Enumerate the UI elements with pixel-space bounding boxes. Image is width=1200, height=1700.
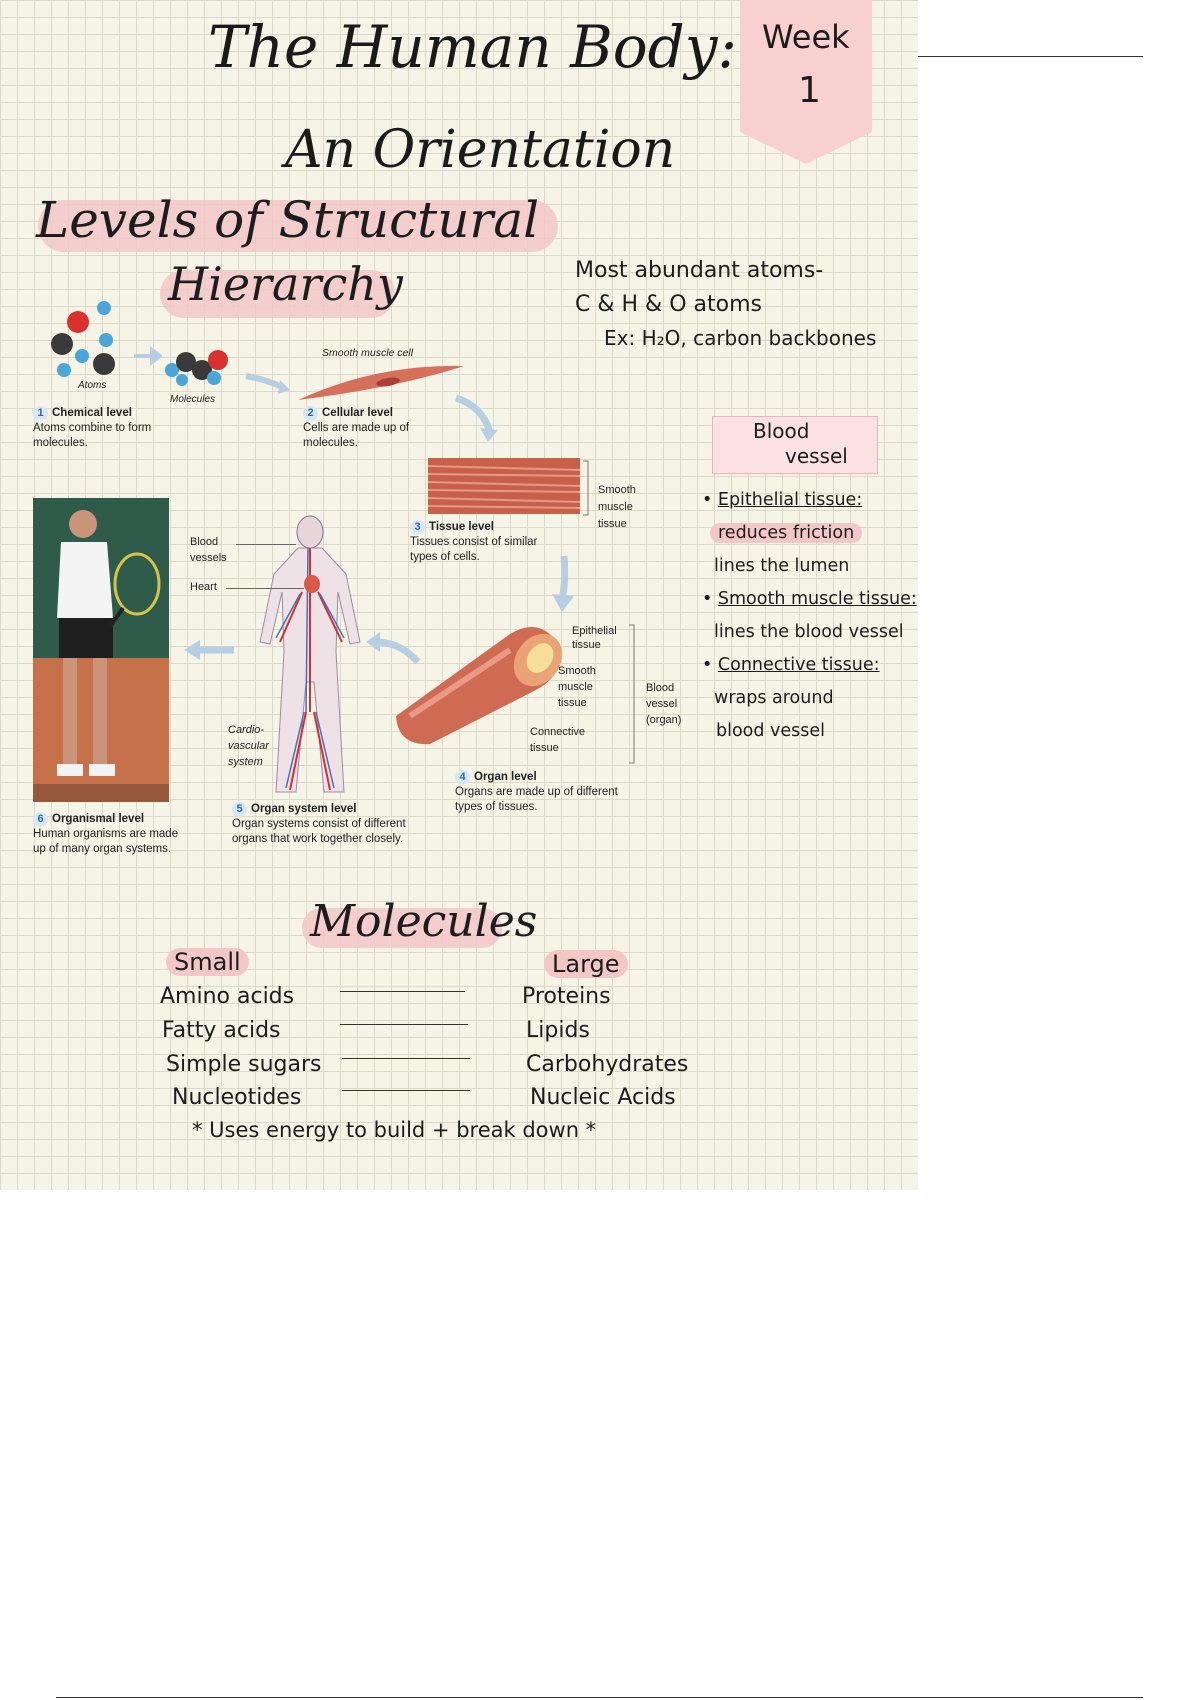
level-1 — [33, 406, 193, 451]
large-item-2: Lipids — [526, 1018, 590, 1043]
atoms-note-line2: C & H & O atoms — [575, 292, 762, 317]
note-connective-head: • Connective tissue: — [702, 655, 880, 675]
week-tab — [740, 0, 872, 164]
note-smooth-line1: lines the blood vessel — [714, 622, 904, 642]
level-5-title: Organ system level — [251, 803, 357, 815]
smooth-muscle-cell-illustration — [296, 360, 466, 408]
large-header — [544, 950, 628, 978]
note-epithelial-line1 — [702, 523, 918, 556]
level-4-title: Organ level — [474, 771, 537, 783]
level-2 — [303, 406, 443, 451]
arrow-system-organism — [184, 638, 236, 662]
note-connective-head-text: Connective tissue: — [717, 655, 880, 675]
large-item-4: Nucleic Acids — [530, 1085, 676, 1110]
heart-label: Heart — [190, 581, 217, 593]
organism-photo — [33, 498, 169, 802]
arrow-organ-system — [366, 628, 422, 668]
blood-vessel-box — [712, 416, 878, 474]
heart-leader — [226, 588, 304, 589]
note-connective-line1: wraps around — [714, 688, 834, 708]
level-6-number: 6 — [33, 812, 48, 827]
level-1-title: Chemical level — [52, 407, 132, 419]
note-epithelial-head: • Epithelial tissue: — [702, 490, 863, 510]
tissue-bracket — [582, 460, 592, 516]
connector-line-4 — [342, 1090, 470, 1091]
connective-label: Connective tissue — [530, 726, 586, 754]
footer-rule — [56, 1697, 1143, 1698]
epithelial-label: Epithelial tissue — [572, 625, 617, 651]
level-4 — [455, 770, 635, 815]
page-subtitle: An Orientation — [285, 120, 676, 180]
large-item-3: Carbohydrates — [526, 1052, 689, 1077]
note-epithelial-line2: lines the lumen — [714, 556, 850, 576]
level-6-title: Organismal level — [52, 813, 145, 825]
arrow-tissue-organ — [550, 554, 580, 614]
small-item-3: Simple sugars — [166, 1052, 322, 1077]
atoms-note-line1: Most abundant atoms- — [575, 258, 824, 283]
large-header-text: Large — [544, 950, 628, 978]
note-smooth-head-text: Smooth muscle tissue: — [717, 589, 917, 609]
cardiovascular-label: Cardio-vascular system — [228, 724, 269, 768]
note-epithelial-line1-text: reduces friction — [710, 523, 862, 543]
note-smooth-head: • Smooth muscle tissue: — [702, 589, 917, 609]
small-item-1: Amino acids — [160, 984, 295, 1009]
week-label: Week — [762, 18, 850, 56]
smooth-muscle-cell-label: Smooth muscle cell — [322, 347, 414, 359]
week-number: 1 — [798, 70, 821, 111]
connector-line-2 — [340, 1024, 468, 1025]
small-header — [166, 948, 249, 976]
header-rule — [918, 56, 1143, 57]
note-connective-line2: blood vessel — [716, 721, 826, 741]
molecules-illustration — [160, 340, 240, 390]
organ-bracket — [628, 624, 638, 764]
molecules-footnote: * Uses energy to build + break down * — [192, 1118, 597, 1142]
level-6-desc: Human organisms are made up of many organ systems. — [33, 828, 179, 855]
small-item-4: Nucleotides — [172, 1085, 302, 1110]
small-item-2: Fatty acids — [162, 1018, 281, 1043]
atoms-label: Atoms — [78, 380, 107, 391]
note-epithelial-head-text: Epithelial tissue: — [717, 490, 863, 510]
section-heading-hierarchy-2: Hierarchy — [168, 257, 403, 311]
level-5-number: 5 — [232, 802, 247, 817]
blood-vessels-label: Blood vessels — [190, 536, 227, 564]
level-3-desc: Tissues consist of similar types of cells. — [410, 536, 538, 563]
arrow-molecules-cell — [244, 370, 292, 396]
level-3 — [410, 520, 560, 565]
atoms-note-line3: Ex: H₂O, carbon backbones — [604, 326, 877, 350]
level-1-number: 1 — [33, 406, 48, 421]
connector-line-3 — [342, 1058, 470, 1059]
connector-line-1 — [340, 991, 465, 992]
small-header-text: Small — [166, 948, 249, 976]
blood-vessel-box-line2: vessel — [785, 444, 848, 468]
molecules-label: Molecules — [170, 394, 216, 405]
level-1-desc: Atoms combine to form molecules. — [33, 422, 152, 449]
vessel-notes — [702, 490, 918, 754]
page-title: The Human Body: — [208, 13, 738, 81]
level-4-number: 4 — [455, 770, 470, 785]
level-2-desc: Cells are made up of molecules. — [303, 422, 410, 449]
level-3-number: 3 — [410, 520, 425, 535]
level-3-title: Tissue level — [429, 521, 494, 533]
level-2-number: 2 — [303, 406, 318, 421]
blood-vessels-leader — [236, 544, 296, 545]
level-5 — [232, 802, 412, 847]
level-4-desc: Organs are made up of different types of tissues. — [455, 786, 618, 813]
large-item-1: Proteins — [522, 984, 611, 1009]
level-2-title: Cellular level — [322, 407, 393, 419]
section-heading-hierarchy: Levels of Structural — [36, 191, 540, 249]
level-5-desc: Organ systems consist of different organs that work together closely. — [232, 818, 406, 845]
arrow-cell-tissue — [452, 392, 502, 444]
blood-vessel-box-line1: Blood — [753, 419, 810, 443]
level-6 — [33, 812, 203, 857]
atoms-illustration — [40, 292, 130, 382]
molecules-title: Molecules — [310, 896, 538, 947]
blood-vessel-organ-label: Blood vessel (organ) — [646, 682, 682, 726]
organ-smooth-muscle-label: Smooth muscle tissue — [558, 665, 596, 709]
smooth-muscle-tissue-illustration — [428, 458, 580, 514]
arrow-atoms-molecules — [132, 346, 162, 366]
smooth-muscle-tissue-label: Smooth muscle tissue — [598, 484, 636, 530]
